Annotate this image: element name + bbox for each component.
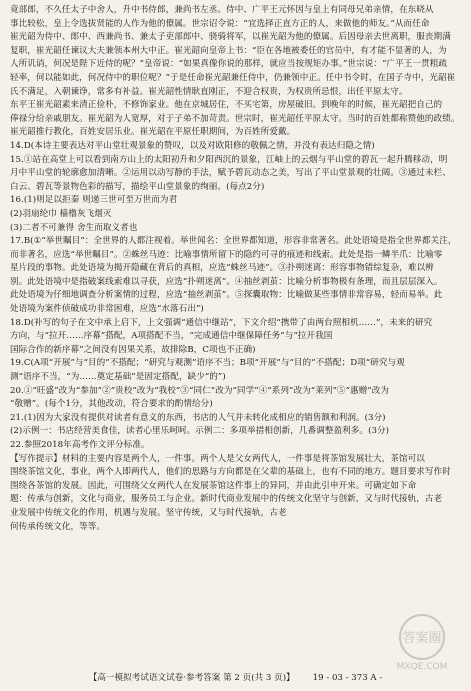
text-line: 星片段的事物。此处语境为揭开隐藏在背后的真相，应选“蛛丝马迹”。③扑朔迷离：形容事物错综复杂，难以辨 — [10, 263, 434, 274]
text-line: 16.(1)则足以拒秦 则递三世可至万世而为君 — [10, 195, 178, 206]
text-line: 围绕各茶馆的发展。因此，可围绕父女两代人在发展茶馆这件事上的异同，并由此引申开来。可确定如下命 — [10, 480, 417, 491]
text-line: 15.①站在高堂上可以看到南方山上的太阳初升和夕阳西沉的景象，江岫上的云烟与平山堂的碧瓦一起升腾移动，明 — [10, 154, 448, 165]
text-line: 22.参照2018年高考作文评分标准。 — [10, 440, 150, 450]
text-line: 21.(1)因为大家没有提供对读者有意义的东西，书店的人气并未转化成相应的销售额和利润。(3分) — [10, 412, 386, 423]
text-line: 测”语序不当，“为……奠定基础”是固定搭配，缺少“的”) — [10, 372, 226, 383]
text-line: 氏不满足，入朝谏诤，常多有补益。崔光韶性情耿直刚正，不迎合权贵，为权贵所忌恨，出任平原太守。 — [10, 86, 408, 97]
footer-ref: 19 - 03 - 373 A - — [312, 673, 383, 683]
text-line: (2)示例一：书店经营美食佳，读者心里乐呵呵。示例二：多项举措相创新，几番调整盈利多。(3分) — [10, 426, 390, 437]
text-line: 【写作提示】材料的主要内容是两个人，一件事。两个人是父女两代人，一件事是将茶馆发展壮大，茶馆可以 — [10, 453, 425, 464]
text-line: 俸禄分给亲戚朋友。崔光韶为人宽厚，对于子弟不加苛责。世宗时，崔光韶任平原太守。当时的百姓都称赞他的政绩。 — [10, 113, 460, 124]
text-line: 竟部郎，不久任太子中舍人，升中书侍郎，兼尚书左丞。侍中、广平王元怀因与皇上有同母兄弟亲情，在东晓从 — [10, 5, 434, 15]
watermark-logo — [383, 611, 461, 673]
text-line: 东平王崔光韶素来清正俭朴，不修饰家业。他在京城居住，不买宅第，房屋破旧。到晚年的时候，崔光韶把自己的 — [10, 100, 443, 111]
text-line: 别。此处语境中是指破案线索难以寻获，应选“扑朔迷离”。④抽丝剥茧：比喻分析事物极有条理，而且层层深入。 — [10, 276, 443, 287]
text-line: 而非著名，应选“举世瞩目”。②蛛丝马迹：比喻事情所留下的隐约可寻的痕迹和线索。此处是指一鳞半爪：比喻零 — [10, 249, 443, 260]
watermark-sub: MXQE.COM — [396, 662, 448, 672]
text-line: (2)羽扇纶巾 樯橹灰飞烟灭 — [10, 208, 112, 219]
text-line: 月中平山堂的轮廓愈加清晰。②运用以动写静的手法，赋予碧瓦动态之美，写出了平山堂景观的壮阔。③通过未栏、 — [10, 168, 451, 179]
text-line: 17.B(①“举世瞩目”：全世界的人都注视着。举世闻名：全世界都知道，形容非常著名。此处语境是指全世界都关注， — [10, 236, 457, 247]
text-line: 复职，崔光韶任谏议大夫兼领本州大中正。崔光韶向皇帝上书：“臣在各地被委任的官员中，有才能不显著的人，为 — [10, 45, 447, 56]
text-line: 国际合作的新序幕”之间没有因果关系，故排除B，C项也不正确) — [10, 344, 256, 355]
text-line: 方向，与“拉开……序幕”搭配，A项搭配不当，“完成通信中继保障任务”与“拉开我国 — [10, 331, 333, 342]
text-line: 崔光韶为侍中、郎中、西兼尚书、兼太子吏部郎中、骁骑将军，以崔光韶为他的僚属。后因母亲去世离职，服丧期满 — [10, 32, 451, 43]
text-line: 围绕茶馆文化，事业，两个人即两代人，他们的思路与方向都是在父辈的基础上，也有不同的地方。题目要求写作时 — [10, 467, 451, 478]
text-line: 14.D(本诗主要表达对平山堂壮观景象的赞叹，以及对欧阳修的敬佩之情，并没有表达归隐之情) — [10, 140, 375, 151]
text-line: 处语境为案件侦破成功非常困难，应选“水落石出”) — [10, 304, 204, 315]
text-line: 此处语境为仔细地调查分析案情的过程，应选“抽丝剥茧”。⑤探囊取物：比喻做某些事情非常容易，轻而易举。此 — [10, 290, 443, 301]
text-line: 20.①“旺盛”改为“参加”②“贵校”改为“我校”③“同仁”改为“同学”④“系列”改为“莱列”⑤“惠赠”改为 — [10, 385, 390, 396]
text-line: “敬赠”。(每个1分，其他改动，符合要求的酌情给分) — [10, 399, 213, 410]
text-line: 事比较松，皇上令选拔贤能的人作为他的僚属。世宗诏令说：“宜选择正直方正的人，来做他的师友。”从而任命 — [10, 18, 430, 29]
text-line: 轻率，何以能如此，何况侍中的职位呢？”于是任命崔光韶兼任侍中，仍兼领中正。任中书令时，在国子寺中，光韶崔 — [10, 72, 456, 83]
text-line: (3)二者不可兼得 舍生而取义者也 — [10, 222, 138, 233]
text-line: 18.D(补写的句子在文中承上启下，上文强调“通信中继站”，下文介绍“携带了由两台照相机……”，未来的研究 — [10, 317, 433, 328]
text-line: 题：传承与创新，文化与商业，服务员工与企业。新时代商业发展中的传统文化坚守与创新，又与时代接轨，古老 — [10, 494, 443, 505]
text-line: 人所讥诮，何况是陛下近侍的呢？”皇帝说：“如果真像你说的那样，就应当按规矩办事。”世宗说：“广平王一贯粗疏 — [10, 59, 448, 70]
watermark-text: 答案圈 — [402, 631, 442, 646]
text-line: 业发展中传统文化的作用，机遇与发展。坚守传统，又与时代接轨，古老 — [10, 507, 287, 518]
text-line: 崔光韶推行教化，百姓安居乐业。崔光韶在平原任职期间，为百姓所爱戴。 — [10, 127, 296, 138]
text-line: 何传承传统文化，等等。 — [10, 521, 106, 532]
footer-text: 【高一模拟考试语文试卷·参考答案 第 2 页(共 3 页)】 — [88, 673, 295, 683]
answer-text-block — [10, 4, 461, 534]
text-line: 白云、碧瓦等景物色彩的描写，描绘平山堂景象的绚丽。(每点2分) — [10, 181, 265, 192]
text-line: 19.C(A项“开展”与“目的”不搭配；“研究与观测”语序不当；B项“开展”与“目的”不搭配；D项“研究与观 — [10, 358, 405, 369]
